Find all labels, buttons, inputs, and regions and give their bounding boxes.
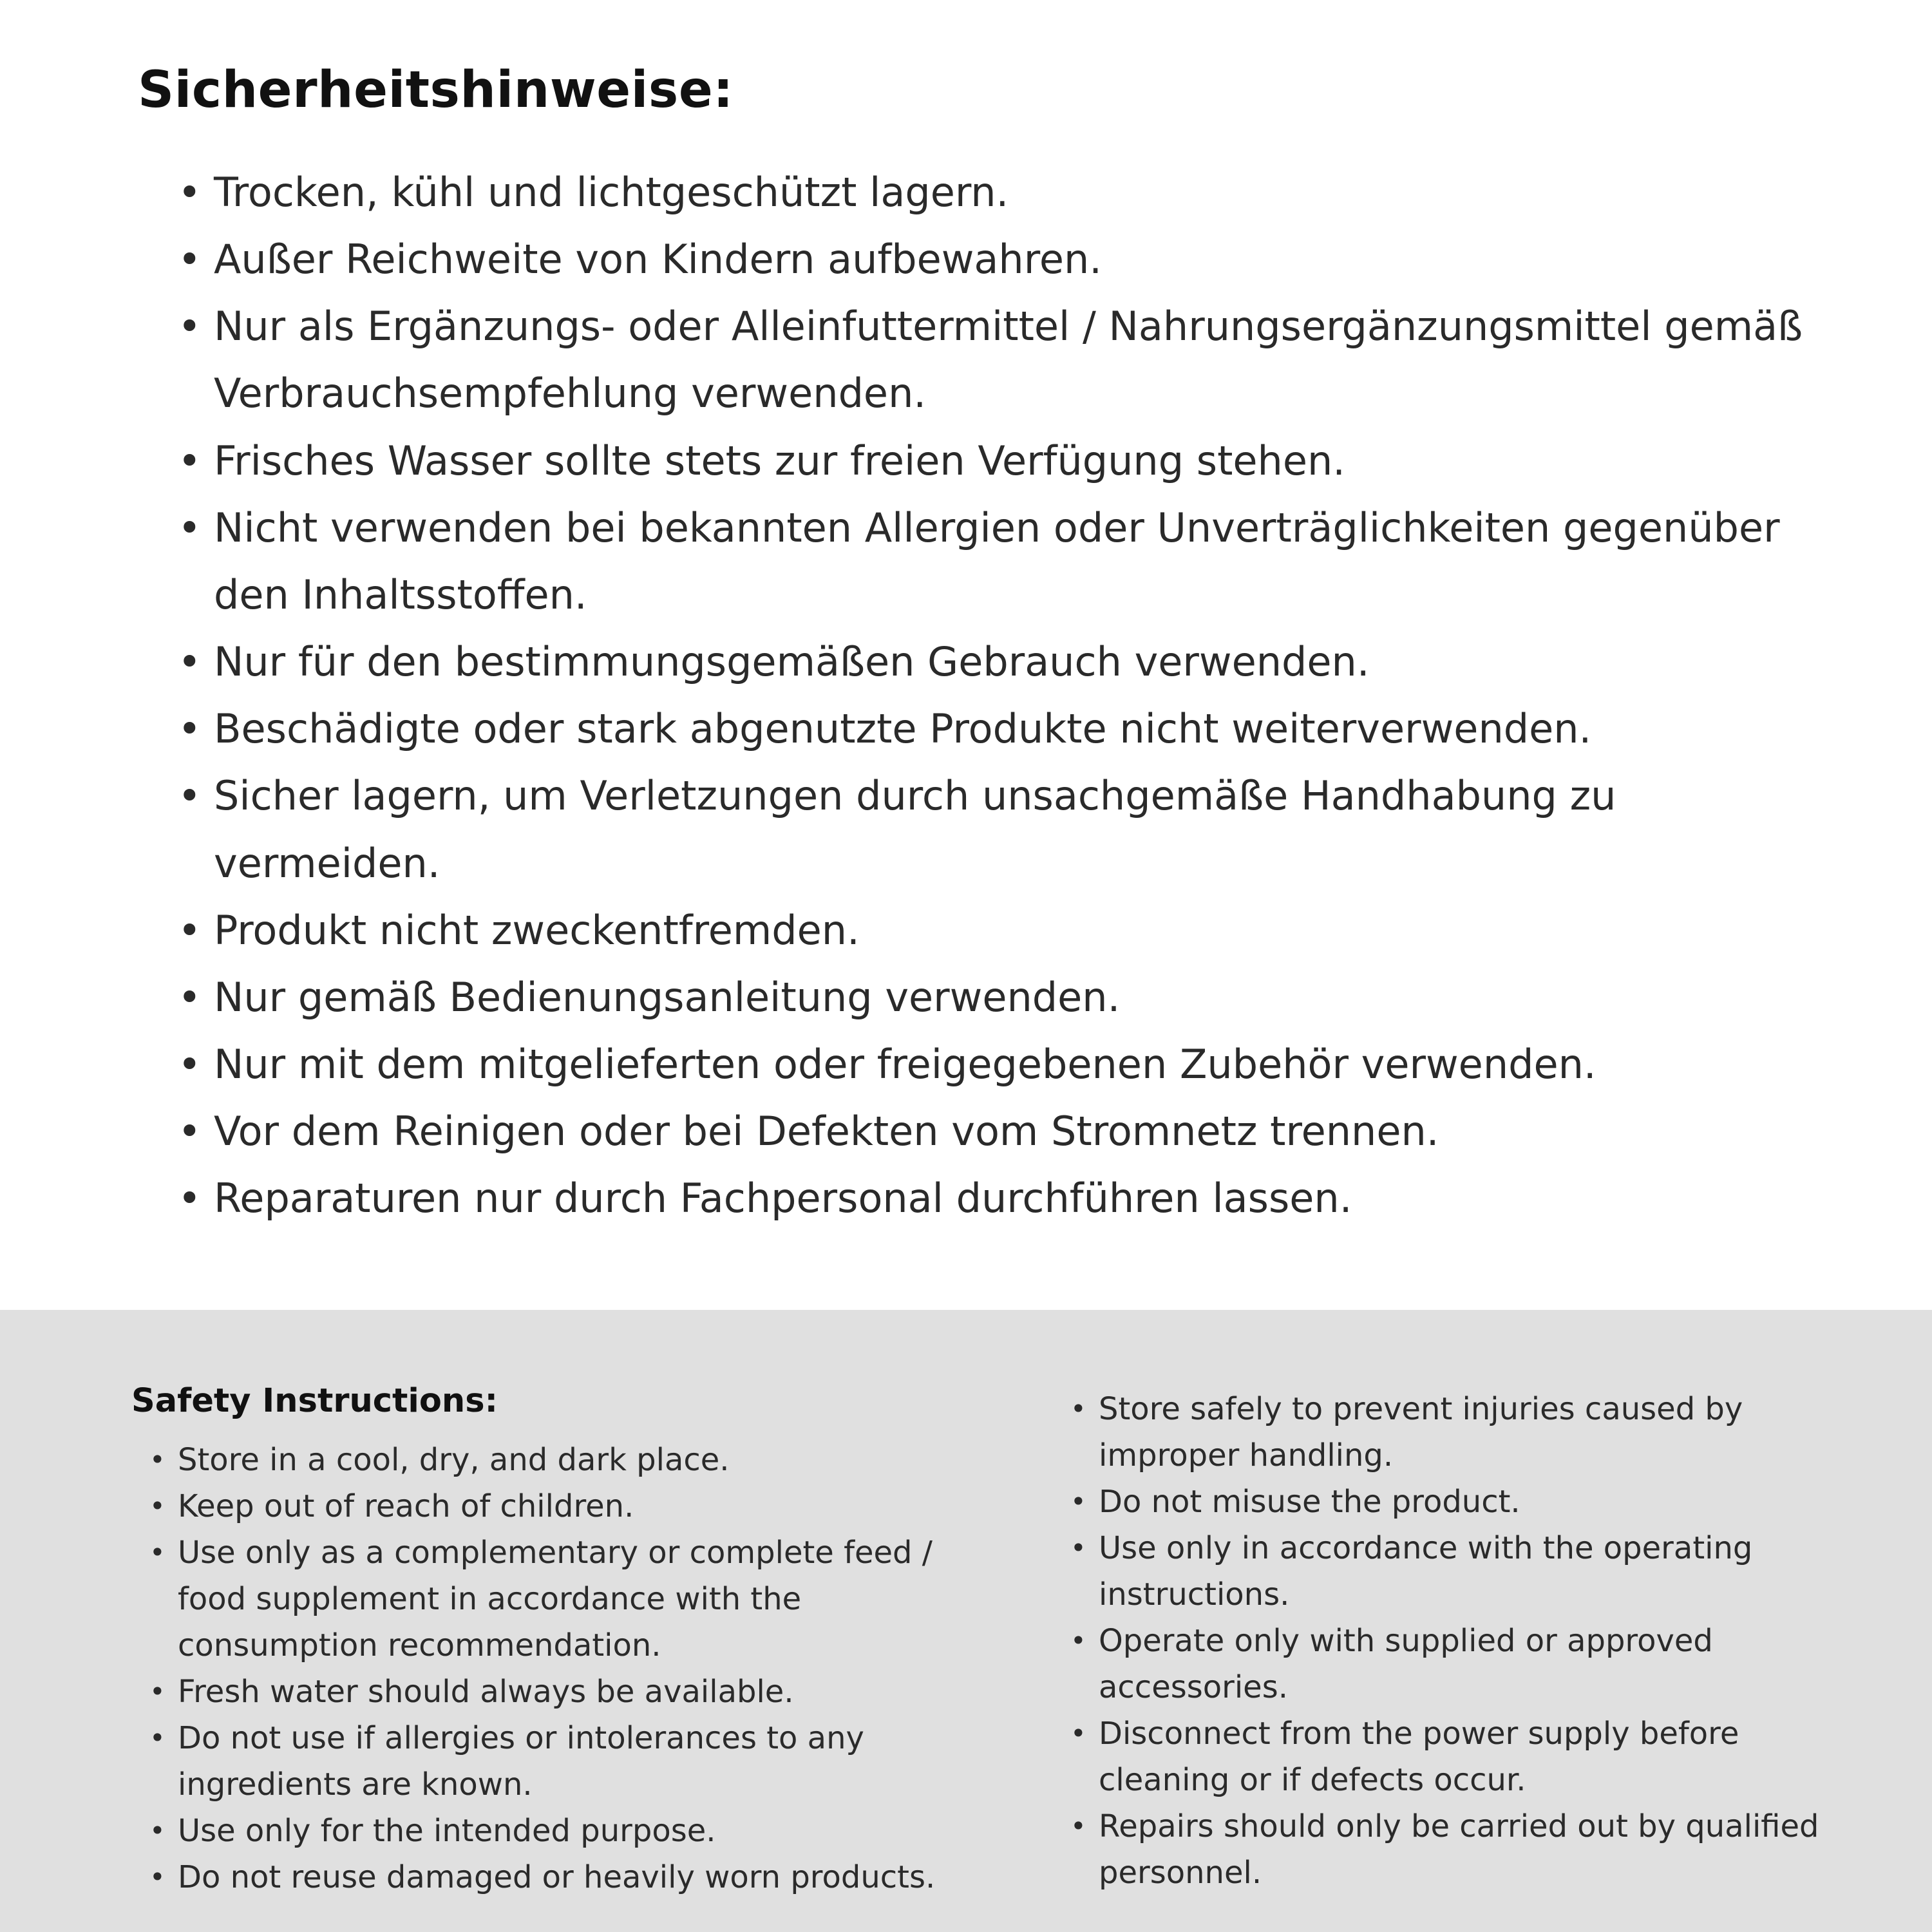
list-item: • Repairs should only be carried out by qualified personnel. xyxy=(1070,1803,1842,1896)
list-item: • Sicher lagern, um Verletzungen durch unsachgemäße Handhabung zu vermeiden. xyxy=(178,762,1829,896)
list-item: • Keep out of reach of children. xyxy=(149,1483,1001,1530)
english-right-column xyxy=(1052,1382,1842,1896)
list-item: • Frisches Wasser sollte stets zur freien Verfügung stehen. xyxy=(178,428,1829,495)
list-item: • Do not misuse the product. xyxy=(1070,1479,1842,1525)
list-item: • Store in a cool, dry, and dark place. xyxy=(149,1437,1001,1483)
list-item: • Vor dem Reinigen oder bei Defekten vom Stromnetz trennen. xyxy=(178,1098,1829,1165)
english-section xyxy=(0,1310,1932,1932)
list-item: • Do not reuse damaged or heavily worn products. xyxy=(149,1854,1001,1900)
list-item: • Nur als Ergänzungs- oder Alleinfuttermittel / Nahrungsergänzungsmittel gemäß Verbrauchsempfehlung verwenden. xyxy=(178,293,1829,427)
list-item: • Außer Reichweite von Kindern aufbewahren. xyxy=(178,226,1829,293)
english-left-column xyxy=(131,1382,1001,1900)
list-item: • Nicht verwenden bei bekannten Allergien oder Unverträglichkeiten gegenüber den Inhaltsstoffen. xyxy=(178,495,1829,629)
list-item: • Store safely to prevent injuries caused by improper handling. xyxy=(1070,1386,1842,1479)
list-item: • Use only in accordance with the operating instructions. xyxy=(1070,1525,1842,1618)
list-item: • Operate only with supplied or approved accessories. xyxy=(1070,1618,1842,1710)
list-item: • Use only for the intended purpose. xyxy=(149,1808,1001,1854)
german-safety-list xyxy=(138,159,1829,1233)
list-item: • Disconnect from the power supply before cleaning or if defects occur. xyxy=(1070,1710,1842,1803)
list-item: • Nur mit dem mitgelieferten oder freigegebenen Zubehör verwenden. xyxy=(178,1031,1829,1098)
list-item: • Beschädigte oder stark abgenutzte Produkte nicht weiterverwenden. xyxy=(178,696,1829,762)
list-item: • Do not use if allergies or intolerances to any ingredients are known. xyxy=(149,1715,1001,1808)
list-item: • Use only as a complementary or complete feed / food supplement in accordance with the consumption recommendation. xyxy=(149,1530,1001,1669)
list-item: • Produkt nicht zweckentfremden. xyxy=(178,897,1829,964)
list-item: • Trocken, kühl und lichtgeschützt lagern. xyxy=(178,159,1829,226)
english-safety-list-right xyxy=(1052,1386,1842,1896)
english-safety-list-left xyxy=(131,1437,1001,1900)
list-item: • Nur gemäß Bedienungsanleitung verwenden. xyxy=(178,964,1829,1031)
english-section-title: Safety Instructions: xyxy=(131,1382,498,1420)
german-section-title: Sicherheitshinweise: xyxy=(138,61,734,119)
list-item: • Fresh water should always be available. xyxy=(149,1669,1001,1715)
list-item: • Nur für den bestimmungsgemäßen Gebrauch verwenden. xyxy=(178,629,1829,696)
list-item: • Reparaturen nur durch Fachpersonal durchführen lassen. xyxy=(178,1165,1829,1232)
